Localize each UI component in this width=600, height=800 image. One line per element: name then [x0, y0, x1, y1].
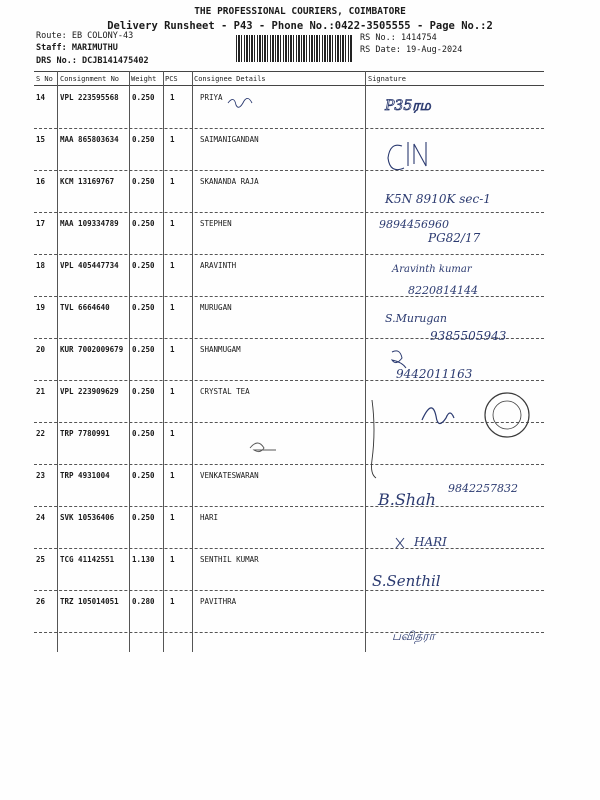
signature-row19-name: S.Murugan: [385, 312, 448, 325]
row-consignment: MAA 109334789: [60, 219, 119, 228]
row-sno: 25: [36, 555, 46, 564]
row-consignment: VPL 405447734: [60, 261, 119, 270]
row-sno: 17: [36, 219, 46, 228]
row-consignment: MAA 865803634: [60, 135, 119, 144]
row-pcs: 1: [170, 555, 175, 564]
signature-row24: HARI: [414, 535, 447, 549]
row-consignment: TRP 7780991: [60, 429, 110, 438]
row-pcs: 1: [170, 93, 175, 102]
company-title: THE PROFESSIONAL COURIERS, COIMBATORE: [194, 6, 406, 17]
signature-row16: K5N 8910K sec-1: [385, 192, 491, 206]
row-consignee: SHANMUGAM: [200, 345, 241, 354]
row-sno: 16: [36, 177, 46, 186]
signature-row15-scribble: [388, 142, 426, 170]
row-consignee: CRYSTAL TEA: [200, 387, 250, 396]
col-header-signature: Signature: [368, 75, 406, 83]
row-consignee: HARI: [200, 513, 219, 522]
signature-row20-scribble: [392, 351, 406, 368]
row-weight: 0.250: [132, 177, 155, 186]
row-weight: 0.250: [132, 219, 155, 228]
row-weight: 1.130: [132, 555, 155, 564]
row-pcs: 1: [170, 387, 175, 396]
signature-row23-name: B.Shah: [378, 490, 436, 509]
signature-row20-phone: 9442011163: [396, 367, 473, 381]
row-weight: 0.250: [132, 303, 155, 312]
row-consignment: TCG 41142551: [60, 555, 115, 564]
row-sno: 18: [36, 261, 46, 270]
col-header-weight: Weight: [131, 75, 157, 83]
company-stamp: [485, 393, 529, 437]
row-pcs: 1: [170, 177, 175, 186]
signature-row19-phone: 9385505943: [430, 329, 507, 343]
row-weight: 0.250: [132, 135, 155, 144]
row-sno: 21: [36, 387, 46, 396]
row-pcs: 1: [170, 513, 175, 522]
col-header-sno: S No: [36, 75, 53, 83]
row24-mark: [396, 538, 404, 548]
row-pcs: 1: [170, 135, 175, 144]
row-consignment: TVL 6664640: [60, 303, 110, 312]
row-consignee: ARAVINTH: [200, 261, 237, 270]
row-consignment: VPL 223595568: [60, 93, 119, 102]
row-sno: 19: [36, 303, 46, 312]
row-weight: 0.250: [132, 471, 155, 480]
row-consignee: PAVITHRA: [200, 597, 237, 606]
row-consignee: SENTHIL KUMAR: [200, 555, 259, 564]
row-consignment: TRZ 105014051: [60, 597, 119, 606]
route-label: Route: EB COLONY-43: [36, 31, 134, 41]
row-weight: 0.280: [132, 597, 155, 606]
bracket-mark: [372, 400, 377, 478]
company-stamp-inner: [493, 401, 521, 429]
row-consignment: VPL 223909629: [60, 387, 119, 396]
rs-number: RS No.: 1414754: [360, 33, 437, 43]
row-pcs: 1: [170, 471, 175, 480]
row-consignment: KUR 7002009679: [60, 345, 124, 354]
signature-row21-scribble: [422, 408, 454, 424]
row-pcs: 1: [170, 219, 175, 228]
row-consignee: VENKATESWARAN: [200, 471, 259, 480]
signature-row16-phone: 9894456960: [379, 218, 449, 231]
row-sno: 20: [36, 345, 46, 354]
row-pcs: 1: [170, 429, 175, 438]
signature-row17: PG82/17: [428, 231, 481, 245]
row-weight: 0.250: [132, 513, 155, 522]
runsheet-title: Delivery Runsheet - P43 - Phone No.:0422-3505555 - Page No.:2: [107, 20, 493, 32]
row-pcs: 1: [170, 597, 175, 606]
drs-number: DRS No.: DCJB141475402: [36, 56, 149, 66]
rs-date: RS Date: 19-Aug-2024: [360, 45, 463, 55]
row-weight: 0.250: [132, 429, 155, 438]
row-weight: 0.250: [132, 345, 155, 354]
row22-mark: [250, 443, 276, 452]
row-consignee: MURUGAN: [200, 303, 232, 312]
row-sno: 15: [36, 135, 46, 144]
row-sno: 24: [36, 513, 46, 522]
priya-scribble: [228, 98, 252, 107]
row-consignment: KCM 13169767: [60, 177, 115, 186]
row-weight: 0.250: [132, 261, 155, 270]
signature-row18-phone: 8220814144: [408, 284, 478, 297]
signature-row18-name: Aravinth kumar: [392, 264, 472, 275]
row-consignment: SVK 10536406: [60, 513, 115, 522]
row-sno: 26: [36, 597, 46, 606]
row-consignee: SAIMANIGANDAN: [200, 135, 259, 144]
col-header-consignment: Consignment No: [60, 75, 120, 83]
staff-label: Staff: MARIMUTHU: [36, 43, 118, 53]
signature-row26: பவித்ரா: [392, 629, 435, 643]
row-consignment: TRP 4931004: [60, 471, 110, 480]
col-header-pcs: PCS: [165, 75, 178, 83]
row-weight: 0.250: [132, 387, 155, 396]
signature-row14: P35ரம: [385, 98, 431, 114]
row-sno: 14: [36, 93, 46, 102]
row-sno: 22: [36, 429, 46, 438]
signature-row25: S.Senthil: [372, 572, 441, 590]
row-sno: 23: [36, 471, 46, 480]
row-consignee: PRIYA: [200, 93, 223, 102]
col-header-consignee: Consignee Details: [194, 75, 266, 83]
row-consignee: STEPHEN: [200, 219, 232, 228]
row-pcs: 1: [170, 345, 175, 354]
signature-row23-phone: 9842257832: [448, 482, 518, 495]
row-weight: 0.250: [132, 93, 155, 102]
row-pcs: 1: [170, 303, 175, 312]
row-pcs: 1: [170, 261, 175, 270]
row-consignee: SKANANDA RAJA: [200, 177, 259, 186]
